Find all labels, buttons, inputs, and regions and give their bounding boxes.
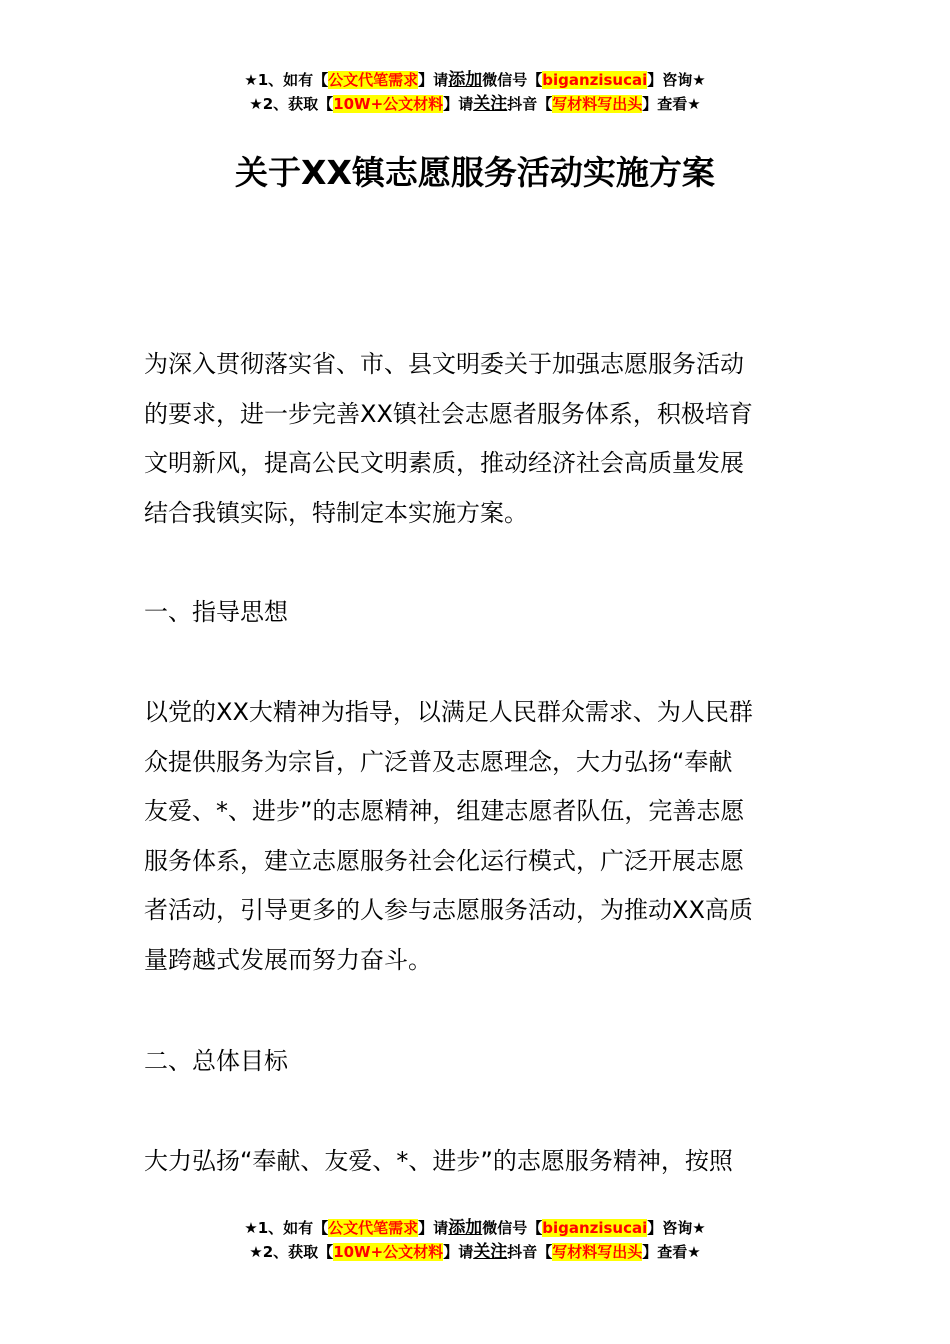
paragraph-line: 量跨越式发展而努力奋斗。	[144, 945, 432, 974]
banner-highlight: 写材料写出头	[552, 95, 643, 113]
paragraph-overall-goals	[144, 1137, 812, 1187]
section-heading-overall-goals: 二、总体目标	[144, 1047, 288, 1075]
banner-text: 】咨询★	[647, 1219, 706, 1237]
banner-text: ★2、获取【	[249, 95, 334, 113]
banner-text: 】请	[418, 71, 449, 89]
banner-text: 】查看★	[642, 95, 701, 113]
banner-text: 微信号【	[482, 71, 543, 89]
banner-text: 】查看★	[642, 1243, 701, 1261]
banner-text: 】请	[418, 1219, 449, 1237]
banner-highlight: 10W+公文材料	[333, 1243, 444, 1261]
banner-text: 】咨询★	[647, 71, 706, 89]
paragraph-line: 众提供服务为宗旨，广泛普及志愿理念，大力弘扬“奉献	[144, 747, 733, 776]
footer-banner	[0, 1216, 950, 1264]
banner-text: 抖音【	[507, 95, 553, 113]
banner-text: ★2、获取【	[249, 1243, 334, 1261]
banner-text: 微信号【	[482, 1219, 543, 1237]
paragraph-line: 的要求，进一步完善XX镇社会志愿者服务体系，积极培育	[144, 399, 753, 428]
paragraph-guiding-ideology	[144, 688, 812, 985]
banner-text: 】请	[443, 95, 474, 113]
paragraph-line: 者活动，引导更多的人参与志愿服务活动，为推动XX高质	[144, 896, 753, 924]
banner-underlined: 关注	[473, 94, 508, 114]
paragraph-line: 以党的XX大精神为指导，以满足人民群众需求、为人民群	[144, 698, 753, 726]
banner-underlined: 关注	[473, 1242, 508, 1262]
banner-text: ★1、如有【	[244, 71, 329, 89]
banner-text: ★1、如有【	[244, 1219, 329, 1237]
banner-text: 】请	[443, 1243, 474, 1261]
banner-line-1	[0, 1216, 950, 1240]
paragraph-line: 结合我镇实际，特制定本实施方案。	[144, 498, 528, 527]
banner-line-2	[0, 92, 950, 116]
banner-highlight: 公文代笔需求	[328, 1219, 419, 1237]
document-title: 关于XX镇志愿服务活动实施方案	[235, 153, 715, 192]
banner-highlight: 写材料写出头	[552, 1243, 643, 1261]
banner-highlight: 10W+公文材料	[333, 95, 444, 113]
banner-underlined: 添加	[448, 70, 483, 90]
section-heading-guiding-ideology: 一、指导思想	[144, 598, 288, 626]
paragraph-line: 文明新风，提高公民文明素质，推动经济社会高质量发展	[144, 449, 744, 477]
banner-line-1	[0, 68, 950, 92]
banner-line-2	[0, 1240, 950, 1264]
banner-wechat-id: biganzisucai	[542, 71, 648, 89]
paragraph-intro	[144, 340, 812, 538]
banner-wechat-id: biganzisucai	[542, 1219, 648, 1237]
paragraph-line: 为深入贯彻落实省、市、县文明委关于加强志愿服务活动	[144, 350, 744, 378]
paragraph-line: 服务体系，建立志愿服务社会化运行模式，广泛开展志愿	[144, 846, 744, 875]
banner-highlight: 公文代笔需求	[328, 71, 419, 89]
banner-text: 抖音【	[507, 1243, 553, 1261]
paragraph-line: 友爱、*、进步”的志愿精神，组建志愿者队伍，完善志愿	[144, 797, 745, 825]
paragraph-line: 大力弘扬“奉献、友爱、*、进步”的志愿服务精神，按照	[144, 1147, 733, 1175]
header-banner	[0, 68, 950, 116]
banner-underlined: 添加	[448, 1218, 483, 1238]
